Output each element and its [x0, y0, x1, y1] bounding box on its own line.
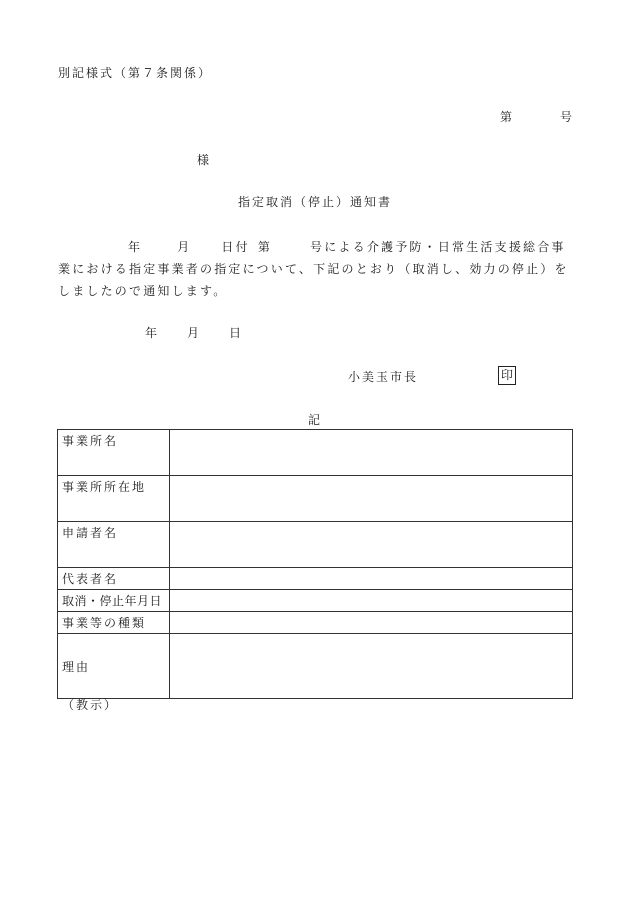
- table-row: [58, 430, 573, 476]
- table-row: [58, 522, 573, 568]
- body-month: 月: [177, 240, 192, 254]
- row-value[interactable]: [170, 590, 573, 612]
- ki-heading: 記: [308, 413, 321, 427]
- issue-month: 月: [187, 326, 200, 340]
- table-row: [58, 590, 573, 612]
- form-label: 別記様式（第７条関係）: [58, 66, 213, 80]
- body-text: [58, 236, 578, 302]
- row-value[interactable]: [170, 568, 573, 590]
- table-row: [58, 568, 573, 590]
- row-label: 事業所所在地: [58, 476, 170, 522]
- body-dai: 第: [257, 240, 273, 254]
- row-label: 取消・停止年月日: [58, 590, 170, 612]
- row-label: 代表者名: [58, 568, 170, 590]
- body-year: 年: [128, 240, 143, 254]
- notice-label: （教示）: [62, 698, 119, 712]
- row-label: 事業等の種類: [58, 612, 170, 634]
- row-value[interactable]: [170, 522, 573, 568]
- table-row: [58, 476, 573, 522]
- row-label: 理由: [58, 634, 170, 699]
- number-dai: 第: [500, 110, 513, 124]
- issuer-name: 小美玉市長: [348, 370, 419, 384]
- number-go: 号: [560, 110, 573, 124]
- details-table: [57, 429, 573, 699]
- row-value[interactable]: [170, 430, 573, 476]
- body-main-text: 号による介護予防・日常生活支援総合事業における指定事業者の指定について、下記のとおり（取消し、効力の停止）をしましたので通知します。: [58, 240, 569, 298]
- body-dated: 日付: [221, 240, 250, 254]
- document-title: 指定取消（停止）通知書: [238, 195, 393, 209]
- row-value[interactable]: [170, 476, 573, 522]
- row-label: 申請者名: [58, 522, 170, 568]
- issue-day: 日: [229, 326, 242, 340]
- addressee-suffix: 様: [197, 153, 210, 167]
- issue-year: 年: [145, 326, 158, 340]
- row-label: 事業所名: [58, 430, 170, 476]
- row-value[interactable]: [170, 612, 573, 634]
- seal-mark: 印: [498, 366, 516, 385]
- row-value[interactable]: [170, 634, 573, 699]
- issue-date: [145, 324, 241, 341]
- table-row: [58, 612, 573, 634]
- document-number-line: [500, 108, 572, 125]
- table-row: [58, 634, 573, 699]
